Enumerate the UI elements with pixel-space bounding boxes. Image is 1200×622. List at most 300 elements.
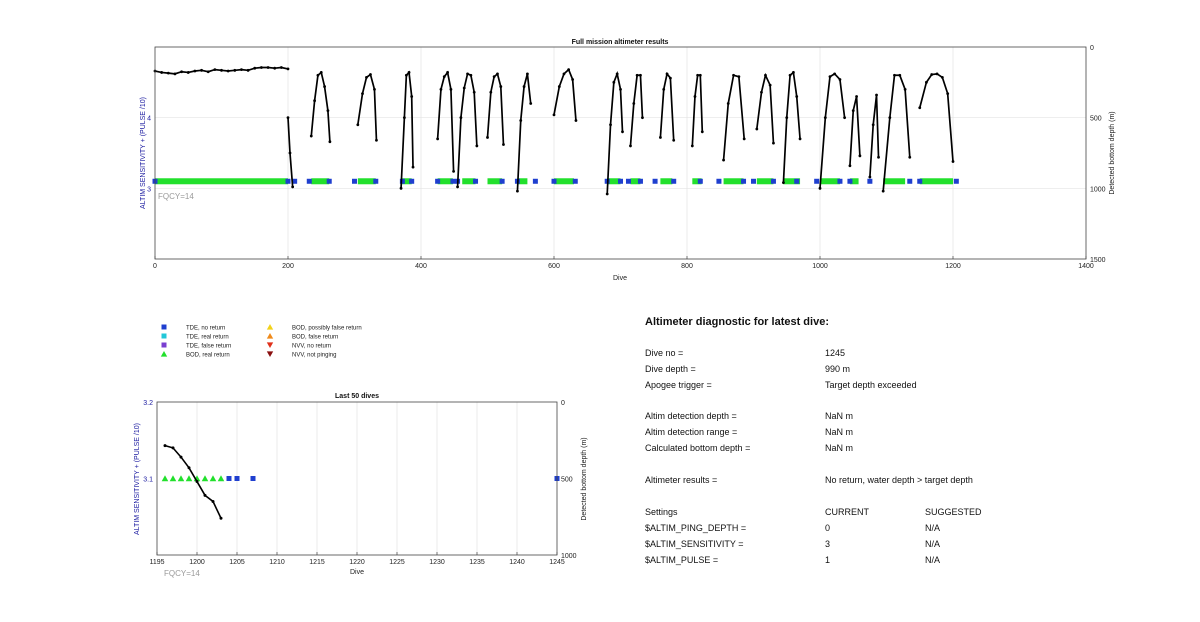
x-tick-label: 600 [548, 263, 560, 270]
depth-point [200, 69, 203, 72]
depth-point [473, 91, 476, 94]
depth-point [452, 170, 455, 173]
diagnostic-suggested: N/A [925, 539, 941, 549]
tde-no-return-marker [227, 476, 232, 481]
x-tick-label: 1215 [309, 559, 325, 566]
bod-real-return-run [883, 178, 905, 184]
depth-point [839, 78, 842, 81]
top-chart-ylabel-right: Detected bottom depth (m) [1109, 111, 1116, 195]
y-right-tick-label: 0 [561, 400, 565, 407]
diagnostic-value: NaN m [825, 443, 854, 453]
depth-point [882, 190, 885, 193]
diagnostic-label: Altimeter results = [645, 475, 718, 485]
depth-point [194, 70, 197, 73]
depth-point [918, 106, 921, 109]
legend-label: TDE, real return [186, 334, 229, 341]
depth-point [204, 494, 207, 497]
depth-point [904, 88, 907, 91]
depth-point [469, 74, 472, 77]
x-tick-label: 1230 [429, 559, 445, 566]
tde-no-return-marker [698, 179, 703, 184]
depth-point [207, 70, 210, 73]
depth-point [829, 75, 832, 78]
tde-no-return-marker [618, 179, 623, 184]
chart-legend [150, 318, 550, 368]
depth-point [160, 71, 163, 74]
depth-point [819, 187, 822, 190]
diagnostic-value: 0 [825, 523, 831, 533]
y-right-tick-label: 1500 [1090, 257, 1106, 264]
bod-real-return-run [311, 178, 329, 184]
depth-point [365, 76, 368, 79]
depth-point [824, 116, 827, 119]
tde-no-return-marker [552, 179, 557, 184]
depth-point [868, 176, 871, 179]
diagnostic-label: Altim detection range = [645, 427, 738, 437]
depth-point [553, 113, 556, 116]
bod-real-return-marker [178, 475, 185, 481]
depth-point [699, 74, 702, 77]
depth-point [659, 136, 662, 139]
y-right-tick-label: 0 [1090, 45, 1094, 52]
bod-real-return-run [660, 178, 672, 184]
depth-point [489, 91, 492, 94]
bottom-chart-title: Last 50 dives [335, 393, 379, 400]
tde-no-return-marker [847, 179, 852, 184]
diagnostic-suggested: N/A [925, 555, 941, 565]
bod-real-return-run [724, 178, 744, 184]
x-tick-label: 1210 [269, 559, 285, 566]
depth-point [558, 85, 561, 88]
depth-point [946, 92, 949, 95]
depth-point [529, 102, 532, 105]
depth-point [310, 135, 313, 138]
tde-no-return-marker [867, 179, 872, 184]
depth-point [612, 81, 615, 84]
x-tick-label: 1200 [945, 263, 961, 270]
depth-point [877, 156, 880, 159]
depth-point [941, 76, 944, 79]
legend-label: BOD, real return [186, 352, 230, 359]
depth-point [795, 95, 798, 98]
dive-depth-profile [554, 70, 576, 121]
depth-point [167, 72, 170, 75]
tde-no-return-marker [837, 179, 842, 184]
y-left-tick-label: 4 [147, 115, 151, 123]
depth-point [499, 85, 502, 88]
x-tick-label: 1245 [549, 559, 565, 566]
tde-no-return-marker [716, 179, 721, 184]
depth-point [799, 137, 802, 140]
depth-point [575, 119, 578, 122]
depth-point [930, 73, 933, 76]
dive-depth-profile [607, 74, 622, 194]
diagnostic-value: 990 m [825, 364, 851, 374]
depth-point [672, 139, 675, 142]
depth-point [701, 130, 704, 133]
depth-point [375, 139, 378, 142]
legend-label: NVV, not pinging [292, 352, 337, 359]
bottom-chart-ticks [143, 400, 576, 566]
tde-no-return-marker [741, 179, 746, 184]
depth-point [174, 72, 177, 75]
depth-point [196, 480, 199, 483]
bod-real-return-marker [162, 475, 169, 481]
diagnostic-label: Apogee trigger = [645, 380, 712, 390]
depth-point [571, 78, 574, 81]
depth-point [267, 66, 270, 69]
depth-point [493, 75, 496, 78]
depth-point [410, 95, 413, 98]
tde-no-return-marker [352, 179, 357, 184]
diagnostic-label: Altim detection depth = [645, 411, 737, 421]
top-chart-frame [155, 47, 1086, 259]
diagnostic-value: NaN m [825, 411, 854, 421]
depth-point [855, 95, 858, 98]
legend-label: NVV, no return [292, 343, 332, 350]
diagnostic-value: 1 [825, 555, 831, 565]
depth-point [849, 164, 852, 167]
depth-point [172, 446, 175, 449]
diagnostic-label: Settings [645, 507, 678, 517]
legend-triangle-up-marker [161, 351, 167, 357]
y-left-tick-label: 3.1 [143, 476, 153, 484]
bod-real-return-marker [170, 475, 177, 481]
depth-point [888, 116, 891, 119]
full-mission-chart [0, 0, 1200, 290]
depth-point [908, 156, 911, 159]
bod-real-return-run [554, 178, 574, 184]
y-right-tick-label: 1000 [561, 553, 577, 560]
depth-point [213, 68, 216, 71]
depth-point [327, 109, 330, 112]
depth-point [732, 74, 735, 77]
diagnostic-value: Target depth exceeded [825, 380, 917, 390]
depth-point [606, 193, 609, 196]
depth-point [240, 68, 243, 71]
depth-point [616, 72, 619, 75]
diagnostic-label: $ALTIM_PING_DEPTH = [645, 523, 747, 533]
legend-label: TDE, false return [186, 343, 232, 350]
depth-point [247, 69, 250, 72]
depth-point [898, 74, 901, 77]
dive-depth-profile [870, 95, 879, 177]
depth-point [450, 88, 453, 91]
x-tick-label: 1225 [389, 559, 405, 566]
legend-triangle-down-marker [267, 351, 273, 357]
depth-point [691, 145, 694, 148]
diagnostic-value: NaN m [825, 427, 854, 437]
tde-no-return-marker [435, 179, 440, 184]
diagnostic-value: 1245 [825, 348, 846, 358]
x-tick-label: 800 [681, 263, 693, 270]
depth-point [859, 154, 862, 157]
depth-point [694, 95, 697, 98]
depth-point [833, 72, 836, 75]
legend-square-marker [162, 334, 167, 339]
diagnostic-value: CURRENT [825, 507, 869, 517]
tde-no-return-marker [473, 179, 478, 184]
diagnostic-label: Calculated bottom depth = [645, 443, 751, 453]
depth-point [287, 116, 290, 119]
depth-point [400, 187, 403, 190]
depth-point [755, 128, 758, 131]
bod-real-return-marker [210, 475, 217, 481]
depth-point [785, 116, 788, 119]
tde-no-return-marker [251, 476, 256, 481]
depth-point [666, 72, 669, 75]
tde-no-return-marker [771, 179, 776, 184]
bottom-chart-grid [197, 402, 517, 555]
depth-profile-line [165, 446, 221, 519]
depth-point [772, 142, 775, 145]
top-chart-grid [155, 47, 1086, 259]
dive-depth-profile [488, 74, 504, 145]
depth-point [273, 67, 276, 70]
legend-triangle-down-marker [267, 342, 273, 348]
y-right-tick-label: 1000 [1090, 186, 1106, 194]
depth-point [212, 500, 215, 503]
depth-point [496, 72, 499, 75]
depth-point [220, 69, 223, 72]
x-tick-label: 1400 [1078, 263, 1094, 270]
depth-point [463, 87, 466, 90]
bottom-chart-depth-line [164, 444, 223, 520]
y-right-tick-label: 500 [1090, 115, 1102, 123]
depth-point [639, 74, 642, 77]
depth-point [843, 116, 846, 119]
x-tick-label: 1195 [149, 559, 165, 566]
depth-point [743, 137, 746, 140]
depth-point [369, 73, 372, 76]
depth-point [696, 74, 699, 77]
tde-no-return-marker [573, 179, 578, 184]
y-left-tick-label: 3.2 [143, 400, 153, 407]
depth-point [519, 119, 522, 122]
x-tick-label: 0 [153, 263, 157, 270]
x-tick-label: 1205 [229, 559, 245, 566]
tde-no-return-marker [653, 179, 658, 184]
depth-point [641, 116, 644, 119]
bod-real-return-run [358, 178, 376, 184]
depth-point [280, 66, 283, 69]
bod-real-return-marker [218, 475, 225, 481]
diagnostic-label: Dive depth = [645, 364, 696, 374]
y-right-tick-label: 500 [561, 476, 573, 484]
depth-point [563, 72, 566, 75]
depth-point [925, 81, 928, 84]
depth-point [443, 75, 446, 78]
diagnostic-title: Altimeter diagnostic for latest dive: [645, 316, 829, 328]
depth-point [872, 123, 875, 126]
tde-no-return-marker [450, 179, 455, 184]
dive-depth-profile [692, 75, 702, 146]
tde-no-return-marker [626, 179, 631, 184]
x-tick-label: 1220 [349, 559, 365, 566]
depth-point [180, 70, 183, 73]
dive-depth-profile [820, 74, 845, 188]
x-tick-label: 1200 [189, 559, 205, 566]
diagnostic-label: $ALTIM_SENSITIVITY = [645, 539, 744, 549]
legend-square-marker [162, 343, 167, 348]
tde-no-return-marker [500, 179, 505, 184]
y-left-tick-label: 3 [147, 186, 151, 194]
diagnostic-suggested: SUGGESTED [925, 507, 982, 517]
dive-depth-profile [850, 96, 860, 165]
bottom-chart-ylabel-right: Detected bottom depth (m) [581, 437, 588, 521]
depth-point [412, 166, 415, 169]
bottom-chart-fqcy-annotation: FQCY=14 [164, 569, 200, 578]
bod-real-return-run [820, 178, 840, 184]
diagnostic-label: Dive no = [645, 348, 684, 358]
depth-point [875, 94, 878, 97]
dive-depth-profile [783, 72, 800, 182]
legend-label: BOD, possibly false return [292, 325, 362, 332]
diagnostic-value: 3 [825, 539, 831, 549]
depth-point [164, 444, 167, 447]
depth-point [516, 190, 519, 193]
tde-no-return-marker [671, 179, 676, 184]
x-tick-label: 1235 [469, 559, 485, 566]
tde-no-return-marker [638, 179, 643, 184]
dive-depth-profile [438, 72, 454, 171]
dive-depth-profile [660, 74, 673, 140]
bottom-chart-xlabel: Dive [349, 569, 365, 576]
x-tick-label: 1240 [509, 559, 525, 566]
depth-point [440, 88, 443, 91]
depth-point [893, 74, 896, 77]
depth-point [523, 85, 526, 88]
depth-point [356, 123, 359, 126]
depth-point [789, 74, 792, 77]
depth-point [486, 136, 489, 139]
depth-point [289, 152, 292, 155]
depth-point [291, 186, 294, 189]
dive-depth-profile [311, 72, 330, 141]
tde-no-return-marker [533, 179, 538, 184]
dive-depth-profile [883, 75, 910, 191]
depth-point [403, 116, 406, 119]
tde-no-return-marker [327, 179, 332, 184]
depth-point [180, 456, 183, 459]
depth-point [621, 130, 624, 133]
last-50-dives-chart [0, 385, 620, 585]
depth-point [361, 92, 364, 95]
depth-point [313, 99, 316, 102]
depth-point [782, 181, 785, 184]
tde-no-return-marker [814, 179, 819, 184]
depth-point [260, 66, 263, 69]
bod-real-return-marker [186, 475, 193, 481]
bottom-chart-markers [162, 475, 560, 481]
legend-label: TDE, no return [186, 325, 226, 332]
depth-point [328, 140, 331, 143]
depth-point [446, 71, 449, 74]
depth-point [456, 186, 459, 189]
tde-no-return-marker [954, 179, 959, 184]
depth-point [662, 88, 665, 91]
depth-point [952, 160, 955, 163]
depth-point [466, 72, 469, 75]
dive-depth-profile [401, 72, 413, 188]
bottom-chart-ylabel-left: ALTIM SENSITIVITY + (PULSE /10) [134, 423, 141, 535]
legend-square-marker [162, 325, 167, 330]
dive-depth-profile [517, 74, 530, 191]
depth-point [436, 137, 439, 140]
top-chart-markers [153, 178, 959, 184]
bod-real-return-marker [202, 475, 209, 481]
bod-real-return-run [920, 178, 953, 184]
tde-no-return-marker [286, 179, 291, 184]
tde-no-return-marker [235, 476, 240, 481]
tde-no-return-marker [373, 179, 378, 184]
top-chart-ylabel-left: ALTIM SENSITIVITY + (PULSE /10) [140, 97, 147, 209]
bod-real-return-run [155, 178, 288, 184]
depth-point [769, 84, 772, 87]
tde-no-return-marker [751, 179, 756, 184]
depth-point [852, 109, 855, 112]
depth-point [460, 116, 463, 119]
top-chart-fqcy-annotation: FQCY=14 [158, 192, 194, 201]
legend-triangle-up-marker [267, 324, 273, 330]
depth-point [764, 74, 767, 77]
legend-label: BOD, false return [292, 334, 339, 341]
legend-triangle-up-marker [267, 333, 273, 339]
x-tick-label: 400 [415, 263, 427, 270]
depth-point [669, 77, 672, 80]
depth-point [760, 91, 763, 94]
depth-point [287, 68, 290, 71]
depth-point [526, 72, 529, 75]
depth-point [220, 517, 223, 520]
depth-point [567, 68, 570, 71]
depth-point [227, 70, 230, 73]
depth-point [936, 72, 939, 75]
diagnostic-label: $ALTIM_PULSE = [645, 555, 719, 565]
top-chart-title: Full mission altimeter results [571, 39, 669, 46]
tde-no-return-marker [794, 179, 799, 184]
depth-point [737, 75, 740, 78]
x-tick-label: 1000 [812, 263, 828, 270]
depth-point [320, 71, 323, 74]
depth-point [632, 102, 635, 105]
depth-point [727, 102, 730, 105]
tde-no-return-marker [907, 179, 912, 184]
dive-depth-profile [358, 75, 377, 141]
depth-point [373, 88, 376, 91]
depth-point [619, 88, 622, 91]
depth-point [722, 159, 725, 162]
depth-point [792, 71, 795, 74]
dive-depth-profile [630, 75, 642, 146]
top-chart-xlabel: Dive [612, 275, 628, 282]
depth-point [609, 123, 612, 126]
diagnostic-value: No return, water depth > target depth [825, 475, 973, 485]
depth-point [188, 466, 191, 469]
depth-point [475, 145, 478, 148]
depth-point [323, 85, 326, 88]
tde-no-return-marker [917, 179, 922, 184]
depth-point [408, 71, 411, 74]
depth-point [629, 145, 632, 148]
tde-no-return-marker [307, 179, 312, 184]
x-tick-label: 200 [282, 263, 294, 270]
depth-point [187, 71, 190, 74]
dive-depth-profile [458, 74, 477, 187]
depth-point [253, 67, 256, 70]
depth-point [233, 69, 236, 72]
tde-no-return-marker [409, 179, 414, 184]
